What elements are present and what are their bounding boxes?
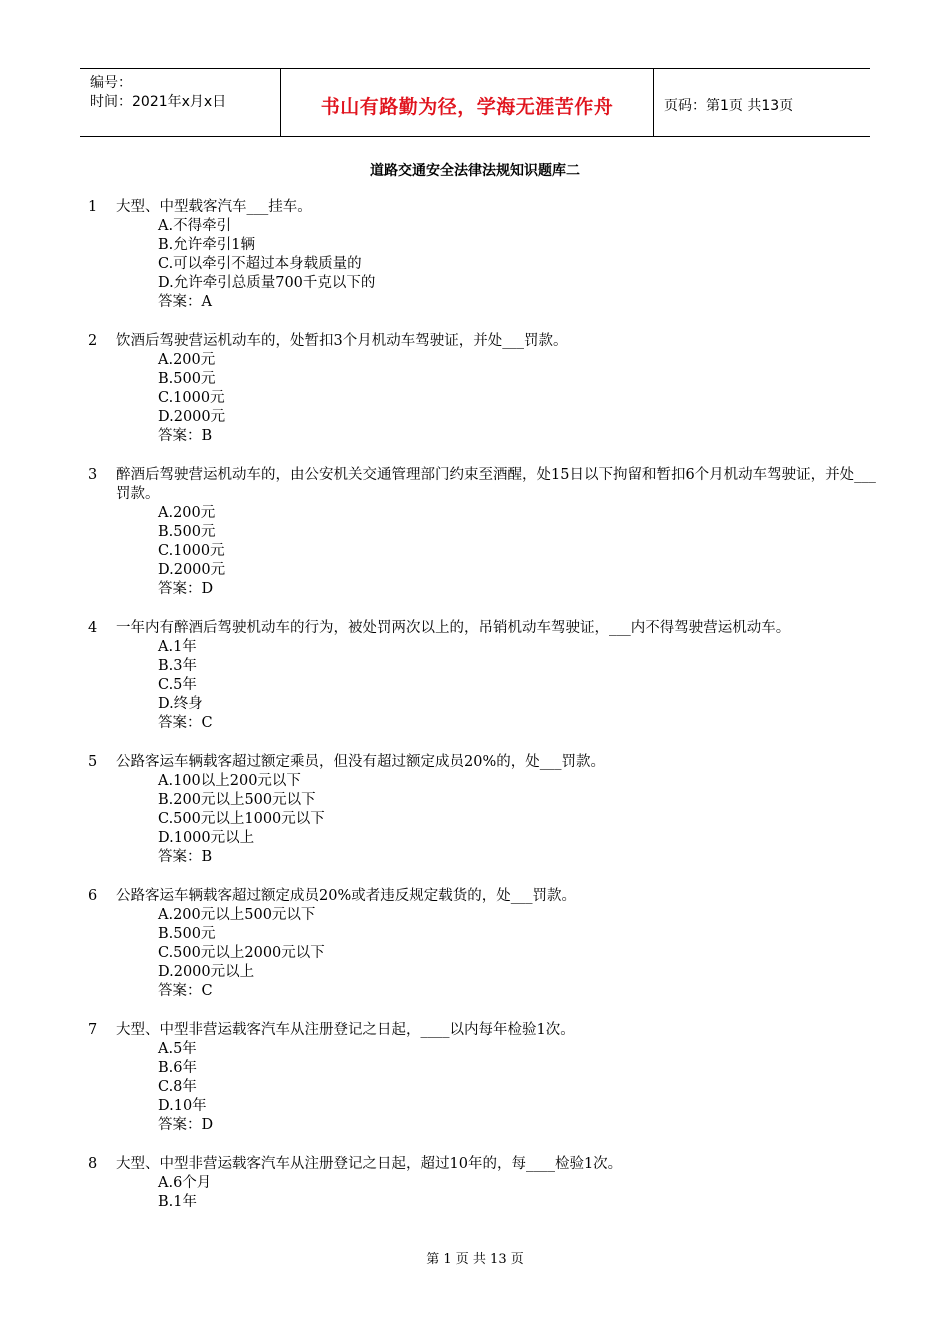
question-text: 饮酒后驾驶营运机动车的，处暂扣3个月机动车驾驶证，并处___罚款。 <box>116 333 568 349</box>
option-item: D.1000元以上 <box>158 830 255 846</box>
option-item: C.1000元 <box>158 543 225 559</box>
option-item: B.3年 <box>158 658 197 674</box>
answer-line: 答案：C <box>158 715 213 731</box>
question-item <box>88 198 878 312</box>
question-text: 公路客运车辆载客超过额定成员20%或者违反规定载货的，处___罚款。 <box>116 888 576 904</box>
question-item <box>88 1155 878 1212</box>
option-item: C.1000元 <box>158 390 225 406</box>
question-number: 5 <box>88 754 98 770</box>
question-line <box>88 198 878 217</box>
question-text: 一年内有醉酒后驾驶机动车的行为，被处罚两次以上的，吊销机动车驾驶证，___内不得驾驶营运机动车。 <box>116 620 791 636</box>
question-line <box>88 887 878 906</box>
question-line <box>88 1021 878 1040</box>
question-number: 8 <box>88 1156 98 1172</box>
option-item: A.100以上200元以下 <box>158 773 301 789</box>
option-item: A.200元 <box>158 505 216 521</box>
page-footer: 第 1 页 共 13 页 <box>426 1252 524 1267</box>
question-list <box>88 198 878 1232</box>
option-item: B.200元以上500元以下 <box>158 792 316 808</box>
question-text: 大型、中型非营运载客汽车从注册登记之日起，____以内每年检验1次。 <box>116 1022 575 1038</box>
answer-line: 答案：D <box>158 1117 214 1133</box>
option-list <box>88 906 878 1001</box>
question-text: 公路客运车辆载客超过额定乘员，但没有超过额定成员20%的，处___罚款。 <box>116 754 605 770</box>
question-item <box>88 1021 878 1135</box>
motto-text: 书山有路勤为径，学海无涯苦作舟 <box>320 96 614 118</box>
question-line <box>88 753 878 772</box>
option-item: D.允许牵引总质量700千克以下的 <box>158 275 376 291</box>
option-item: B.6年 <box>158 1060 197 1076</box>
option-list <box>88 1040 878 1135</box>
option-list <box>88 638 878 733</box>
number-label: 编号： <box>90 75 132 91</box>
option-item: D.2000元以上 <box>158 964 255 980</box>
question-item <box>88 332 878 446</box>
question-number: 7 <box>88 1022 98 1038</box>
question-number: 3 <box>88 467 98 483</box>
option-item: D.终身 <box>158 696 203 712</box>
question-number: 4 <box>88 620 98 636</box>
answer-line: 答案：D <box>158 581 214 597</box>
option-list <box>88 772 878 867</box>
question-text: 醉酒后驾驶营运机动车的，由公安机关交通管理部门约束至酒醒，处15日以下拘留和暂扣6个月机动车驾驶证，并处___罚款。 <box>116 467 876 502</box>
option-list <box>88 217 878 312</box>
answer-line: 答案：A <box>158 294 212 310</box>
question-number: 1 <box>88 199 98 215</box>
question-line <box>88 466 878 504</box>
question-item <box>88 466 878 599</box>
page-header <box>80 68 870 137</box>
option-item: D.10年 <box>158 1098 207 1114</box>
header-meta-cell <box>80 69 281 136</box>
question-number: 2 <box>88 333 98 349</box>
question-text: 大型、中型载客汽车___挂车。 <box>116 199 312 215</box>
option-item: C.500元以上1000元以下 <box>158 811 325 827</box>
option-item: B.允许牵引1辆 <box>158 237 255 253</box>
option-list <box>88 504 878 599</box>
option-item: A.不得牵引 <box>158 218 232 234</box>
header-motto-cell <box>281 69 654 136</box>
option-item: D.2000元 <box>158 409 226 425</box>
date-label: 时间：2021年x月x日 <box>90 94 227 110</box>
option-item: A.1年 <box>158 639 197 655</box>
question-number: 6 <box>88 888 98 904</box>
question-item <box>88 887 878 1001</box>
header-page-cell <box>654 69 870 136</box>
option-item: B.500元 <box>158 371 216 387</box>
option-item: C.可以牵引不超过本身载质量的 <box>158 256 362 272</box>
answer-line: 答案：C <box>158 983 213 999</box>
answer-line: 答案：B <box>158 849 213 865</box>
option-item: A.200元以上500元以下 <box>158 907 316 923</box>
option-item: B.500元 <box>158 524 216 540</box>
option-item: B.1年 <box>158 1194 197 1210</box>
page-indicator: 页码：第1页 共13页 <box>664 98 794 114</box>
option-item: A.200元 <box>158 352 216 368</box>
option-item: A.5年 <box>158 1041 197 1057</box>
question-item <box>88 753 878 867</box>
question-line <box>88 332 878 351</box>
option-item: C.8年 <box>158 1079 197 1095</box>
question-line <box>88 619 878 638</box>
option-item: C.500元以上2000元以下 <box>158 945 325 961</box>
answer-line: 答案：B <box>158 428 213 444</box>
question-text: 大型、中型非营运载客汽车从注册登记之日起，超过10年的，每____检验1次。 <box>116 1156 623 1172</box>
document-title: 道路交通安全法律法规知识题库二 <box>370 163 580 179</box>
option-item: A.6个月 <box>158 1175 212 1191</box>
question-item <box>88 619 878 733</box>
option-list <box>88 351 878 446</box>
option-list <box>88 1174 878 1212</box>
option-item: B.500元 <box>158 926 216 942</box>
option-item: D.2000元 <box>158 562 226 578</box>
question-line <box>88 1155 878 1174</box>
option-item: C.5年 <box>158 677 197 693</box>
